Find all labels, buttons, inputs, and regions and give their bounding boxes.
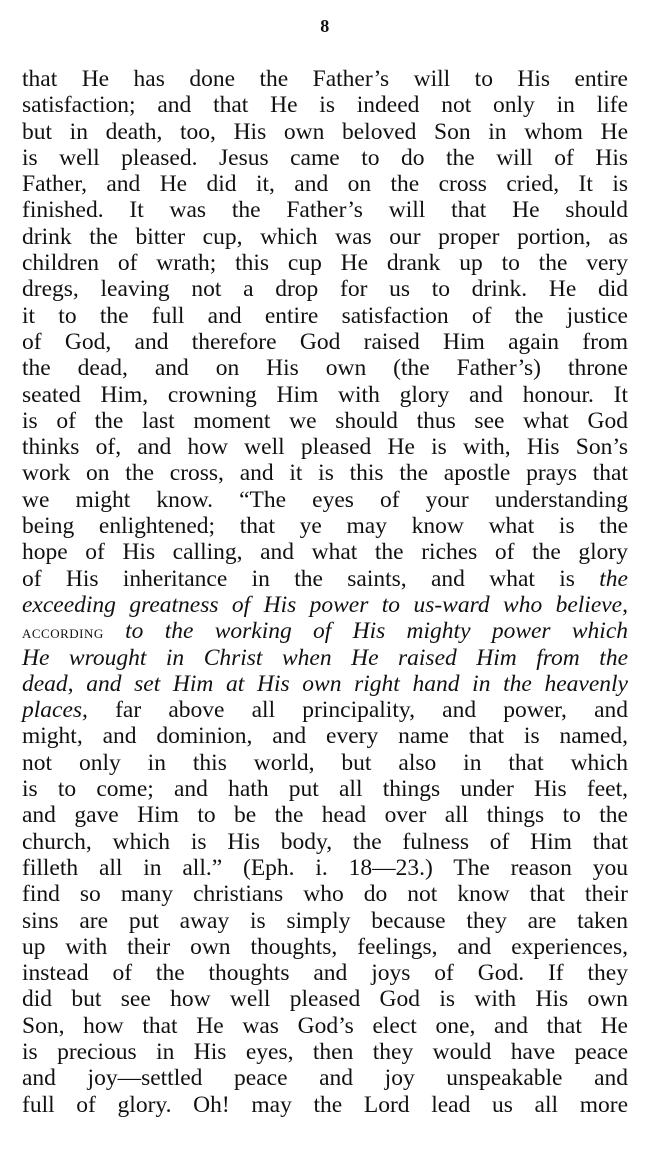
text-line: Father, and He did it, and on the cross cried, It is (22, 171, 628, 198)
text-line: sins are put away is simply because they are taken (22, 907, 628, 934)
text-line: full of glory. Oh! may the Lord lead us all more (22, 1091, 628, 1118)
text-line: church, which is His body, the fulness of Him that (22, 828, 628, 855)
italic-segment: the (599, 565, 628, 592)
text-line: thinks of, and how well pleased He is with, His Son’s (22, 434, 628, 461)
text-line: satisfaction; and that He is indeed not only in life (22, 92, 628, 119)
text-line: seated Him, crowning Him with glory and honour. It (22, 381, 628, 408)
text-line: not only in this world, but also in that which (22, 749, 628, 776)
text-line: and gave Him to be the head over all things to the (22, 802, 628, 829)
text-line: find so many christians who do not know that their (22, 881, 628, 908)
text-line: is to come; and hath put all things under His feet, (22, 776, 628, 803)
text-line: children of wrath; this cup He drank up to the very (22, 250, 628, 277)
text-line: finished. It was the Father’s will that He should (22, 197, 628, 224)
text-line: might, and dominion, and every name that is named, (22, 723, 628, 750)
text-line-mixed (22, 566, 628, 592)
text-line: is well pleased. Jesus came to do the will of His (22, 144, 628, 171)
text-line: being enlightened; that ye may know what is the (22, 513, 628, 540)
text-line: is of the last moment we should thus see what God (22, 407, 628, 434)
text-line: dregs, leaving not a drop for us to drink. He did (22, 276, 628, 303)
text-line: hope of His calling, and what the riches of the glory (22, 539, 628, 566)
body-text (22, 66, 628, 1118)
text-line: but in death, too, His own beloved Son in whom He (22, 118, 628, 145)
text-line: work on the cross, and it is this the apostle prays that (22, 460, 628, 487)
text-line: the dead, and on His own (the Father’s) throne (22, 355, 628, 382)
text-line: we might know. “The eyes of your understanding (22, 486, 628, 513)
text-line: filleth all in all.” (Eph. i. 18—23.) The reason you (22, 854, 628, 881)
text-line: did but see how well pleased God is with His own (22, 986, 628, 1013)
text-line: Son, how that He was God’s elect one, and that He (22, 1012, 628, 1039)
text-segment: of His inheritance in the saints, and what is (22, 565, 575, 592)
italic-segment: places, (22, 697, 88, 724)
text-line: drink the bitter cup, which was our proper portion, as (22, 223, 628, 250)
text-line: that He has done the Father’s will to His entire (22, 66, 628, 92)
text-line: it to the full and entire satisfaction of the justice (22, 302, 628, 329)
smallcaps-segment: according (22, 622, 104, 644)
page-number: 8 (320, 16, 330, 36)
text-line-mixed (22, 697, 628, 723)
text-line: and joy—settled peace and joy unspeakable and (22, 1065, 628, 1092)
text-line: of God, and therefore God raised Him again from (22, 328, 628, 355)
text-line: is precious in His eyes, then they would have peace (22, 1038, 628, 1065)
text-line: up with their own thoughts, feelings, and experiences, (22, 933, 628, 960)
italic-line: exceeding greatness of His power to us-ward who believe, (22, 591, 628, 618)
italic-line: He wrought in Christ when He raised Him from the (22, 644, 628, 671)
text-segment: far above all principality, and power, and (115, 697, 628, 724)
text-line: instead of the thoughts and joys of God. If they (22, 960, 628, 987)
italic-line: dead, and set Him at His own right hand in the heavenly (22, 670, 628, 697)
text-line-mixed (22, 618, 628, 644)
italic-segment: to the working of His mighty power which (125, 618, 628, 645)
